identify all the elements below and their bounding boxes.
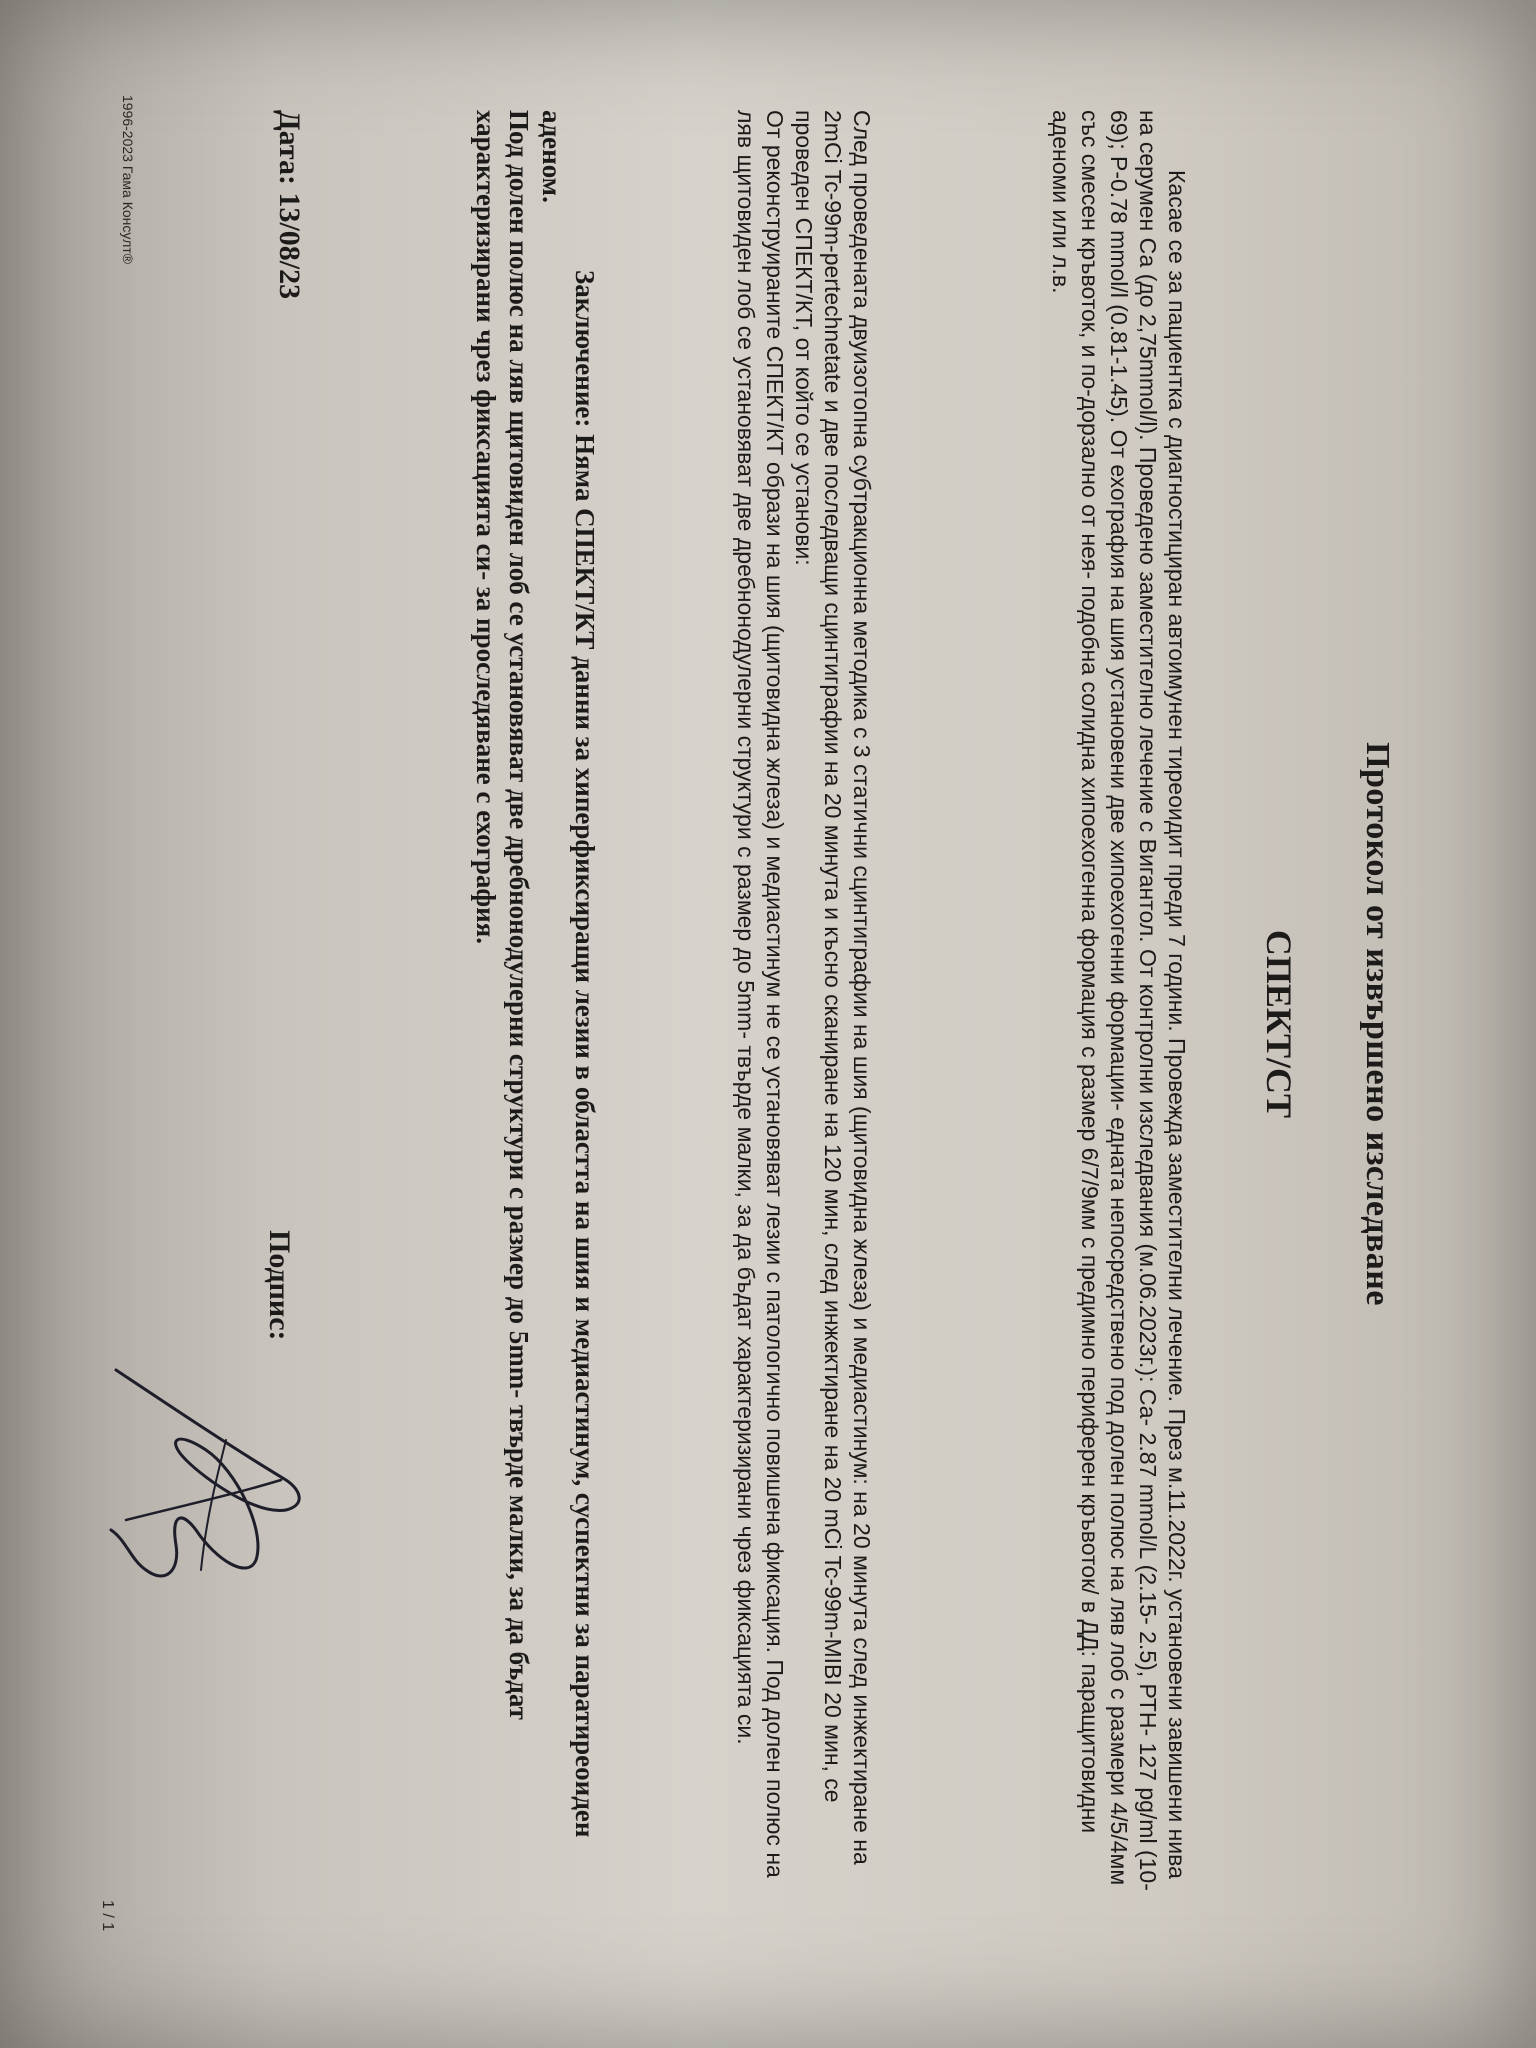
paragraph-findings: От реконструираните СПЕКТ/КТ образи на шия (щитовидна жлеза) и медиастинум не се установяват лезии с патологично повишена фиксация. Под долен полюс на ляв щитовиден лоб се установяват две дребнонодулерни структури с размер до 5mm- твърде малки, за да бъдат характеризирани чрез фиксацията си. — [733, 110, 788, 1878]
conclusion-block — [469, 110, 601, 1910]
handwritten-signature — [86, 1330, 326, 1630]
signature-label: Подпис: — [263, 1230, 296, 1341]
conclusion-text-2: Под долен полюс на ляв щитовиден лоб се установяват две дребнонодулерни структури с размер до 5mm- твърде малки, за да бъдат характеризирани чрез фиксацията си- за проследяване с ехография. — [471, 110, 534, 1720]
footer-copyright: 1996-2023 Гама Консулт® — [120, 95, 136, 264]
document-subtitle: СПЕКТ/СТ — [1259, 929, 1299, 1119]
paragraph-history: Касае се за пациентка с диагностициран автоимунен тиреоидит преди 7 години. Провежда заместителни лечение. През м.11.2022г. установени завишени нива на серумен Са (до 2,75mmol/l). Проведено заместително лечение с Вигантол. От контролни изследвания (м.06.2023г.): Са- 2.87 mmol/L (2.15- 2.5), РТН- 127 pg/ml (10-69); Р-0.78 mmol/l (0.81-1.45). От ехография на шия установени две хипоехогенни формации- едната непосредствено под долен полюс на ляв лоб с размери 4/5/4мм със смесен кръвоток, и по-дорзално от нея- подобна солидна хипоехогенна формация с размер 6/7/9мм с предимно периферен кръвоток/ в ДД: паращитовидни аденоми или л.в. — [1048, 110, 1190, 1891]
document-title: Протокол от извършено изследване — [1359, 742, 1396, 1306]
page-number: 1 / 1 — [99, 1900, 116, 1932]
exam-date: Дата: 13/08/23 — [273, 110, 306, 300]
paragraph-method-block — [731, 110, 876, 1910]
conclusion-text-1: Няма СПЕКТ/КТ данни за хиперфиксиращи лезии в областта на шия и медиастинум, суспектни за паратиреоиден аденом. — [537, 110, 600, 1838]
paragraph-method: След проведената двуизотопна субтракционна методика с 3 статични сцинтиграфии на шия (щитовидна жлеза) и медиастинум: на 20 минута след инжектиране на 2mCi Tc-99m-pertechnetate и две последващи сцинтиграфии на 20 минута и късно сканиране на 120 мин, след инжектиране на 20 mCi Tc-99m-MIBI 20 мин, се проведен СПЕКТ/КТ, от който се установи: — [791, 110, 875, 1865]
conclusion-line-1 — [535, 110, 601, 1910]
conclusion-label: Заключение: — [570, 270, 600, 428]
